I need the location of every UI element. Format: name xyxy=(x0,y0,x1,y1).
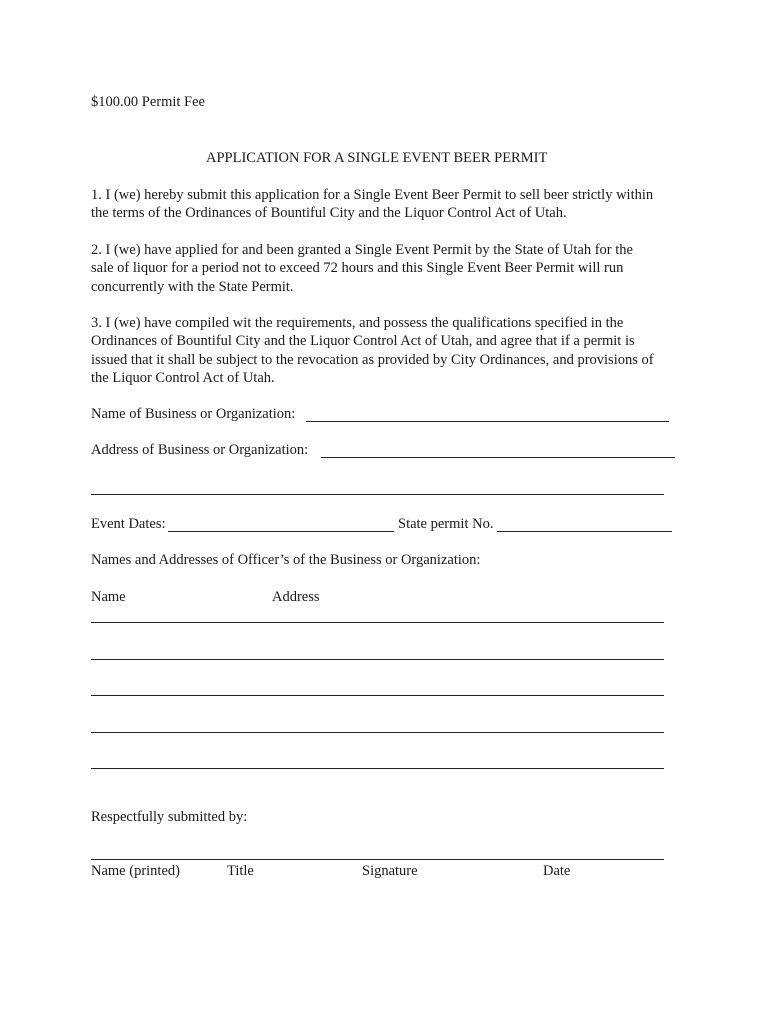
business-name-field[interactable] xyxy=(306,421,669,422)
event-dates-field[interactable] xyxy=(168,531,394,532)
name-printed-label: Name (printed) xyxy=(91,863,180,879)
form-title: APPLICATION FOR A SINGLE EVENT BEER PERMIT xyxy=(206,150,548,166)
paragraph-3 xyxy=(91,314,691,387)
officer-line-1[interactable] xyxy=(91,622,664,623)
title-label: Title xyxy=(227,863,254,879)
signature-line[interactable] xyxy=(91,859,664,860)
paragraph-line: concurrently with the State Permit. xyxy=(91,278,294,295)
business-name-label: Name of Business or Organization: xyxy=(91,406,296,422)
date-label: Date xyxy=(543,863,571,879)
officer-line-5[interactable] xyxy=(91,768,664,769)
submitted-by-label: Respectfully submitted by: xyxy=(91,809,248,825)
paragraph-line: the Liquor Control Act of Utah. xyxy=(91,369,275,386)
officers-heading: Names and Addresses of Officer’s of the Business or Organization: xyxy=(91,552,481,568)
state-permit-field[interactable] xyxy=(497,531,672,532)
paragraph-2 xyxy=(91,241,691,296)
signature-label: Signature xyxy=(362,863,418,879)
state-permit-label: State permit No. xyxy=(398,516,494,532)
business-address-label: Address of Business or Organization: xyxy=(91,442,309,458)
paragraph-line: Ordinances of Bountiful City and the Liquor Control Act of Utah, and agree that if a permit is xyxy=(91,333,635,350)
officer-line-2[interactable] xyxy=(91,659,664,660)
officer-name-column-label: Name xyxy=(91,589,126,605)
paragraph-line: sale of liquor for a period not to exceed 72 hours and this Single Event Beer Permit will run xyxy=(91,260,624,277)
officer-address-column-label: Address xyxy=(272,589,320,605)
event-dates-label: Event Dates: xyxy=(91,516,166,532)
officer-line-4[interactable] xyxy=(91,732,664,733)
paragraph-line: 3. I (we) have compiled wit the requirements, and possess the qualifications specified in the xyxy=(91,315,624,331)
permit-fee-label: $100.00 Permit Fee xyxy=(91,94,205,110)
paragraph-line: 2. I (we) have applied for and been granted a Single Event Permit by the State of Utah for the xyxy=(91,242,633,258)
paragraph-line: the terms of the Ordinances of Bountiful City and the Liquor Control Act of Utah. xyxy=(91,205,567,222)
officer-line-3[interactable] xyxy=(91,695,664,696)
business-address-line-2[interactable] xyxy=(91,494,664,495)
business-address-field[interactable] xyxy=(321,457,675,458)
paragraph-line: issued that it shall be subject to the revocation as provided by City Ordinances, and provisions of xyxy=(91,351,654,368)
paragraph-line: 1. I (we) hereby submit this application for a Single Event Beer Permit to sell beer strictly within xyxy=(91,187,654,203)
paragraph-1 xyxy=(91,186,691,223)
